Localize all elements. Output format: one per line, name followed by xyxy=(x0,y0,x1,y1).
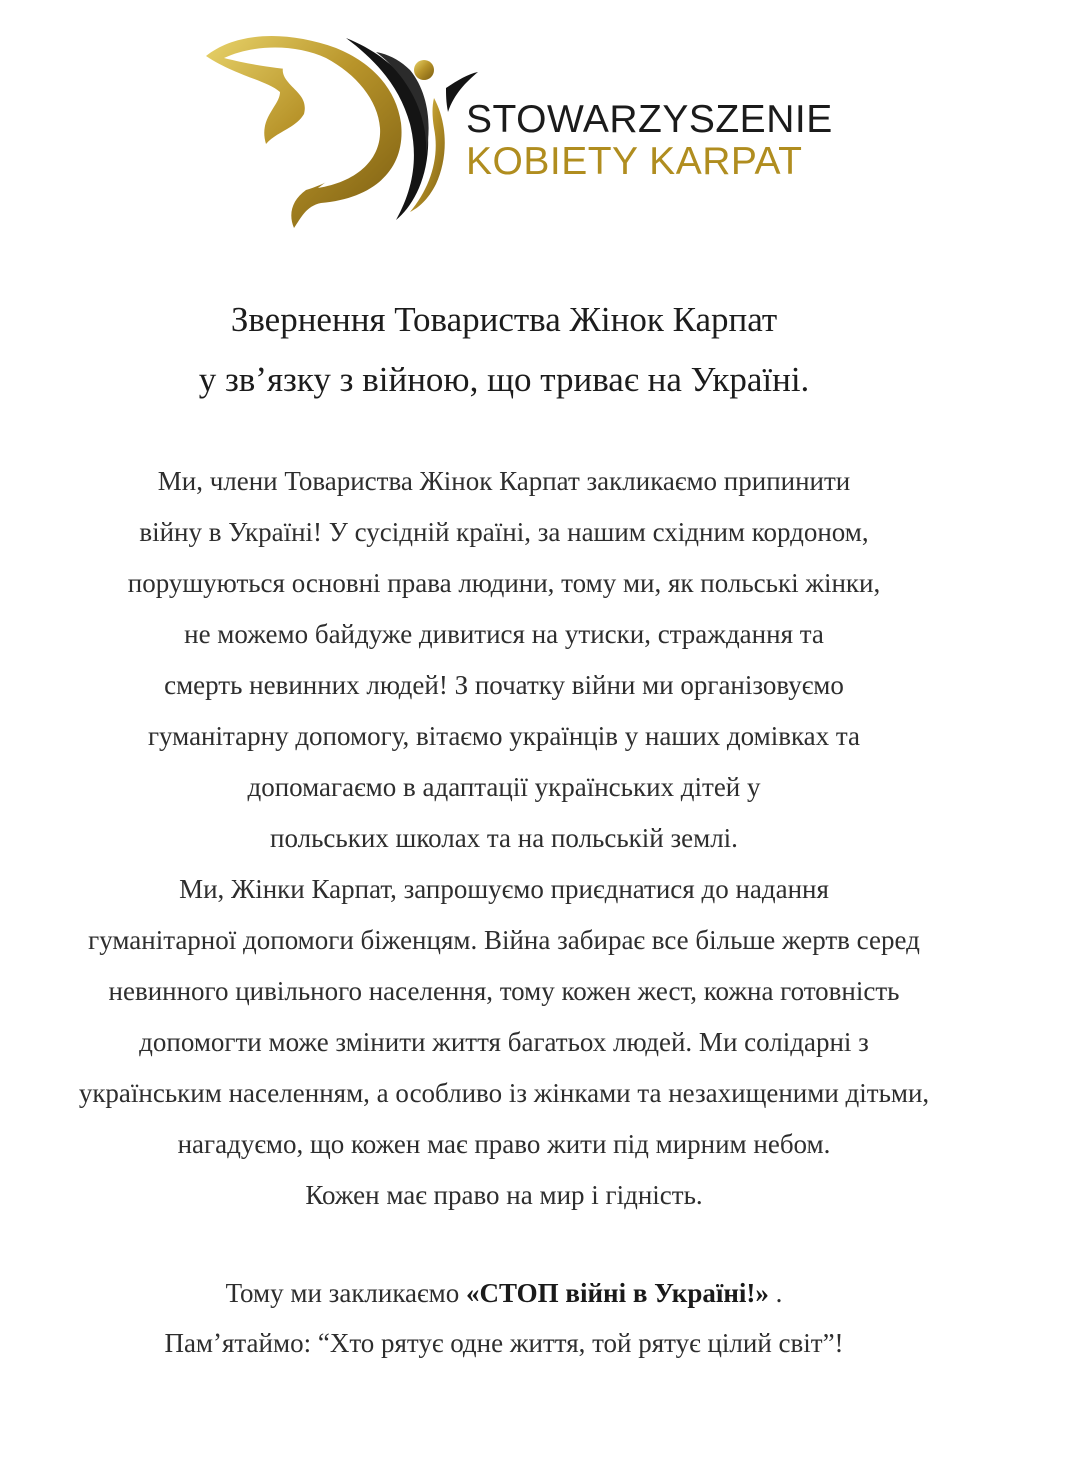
body-line: допомагаємо в адаптації українських дітей у xyxy=(247,772,761,802)
body-line: гуманітарну допомогу, вітаємо українців у наших домівках та xyxy=(147,721,861,751)
logo-wordmark xyxy=(466,100,833,181)
closing-section xyxy=(0,1268,1008,1368)
appeal-body xyxy=(0,456,1008,1221)
body-line: Ми, члени Товариства Жінок Карпат закликаємо припинити xyxy=(157,466,851,496)
body-line: не можемо байдуже дивитися на утиски, страждання та xyxy=(184,619,824,649)
document-title xyxy=(0,290,1008,410)
body-line: допомогти може змінити життя багатьох людей. Ми солідарні з xyxy=(139,1027,869,1057)
closing-quote: Памʼятаймо: “Хто рятує одне життя, той рятує цілий світ”! xyxy=(164,1328,844,1358)
body-line: війну в Україні! У сусідній країні, за нашим східним кордоном, xyxy=(139,517,869,547)
body-line: нагадуємо, що кожен має право жити під мирним небом. xyxy=(177,1129,831,1159)
body-line: Кожен має право на мир і гідність. xyxy=(305,1180,703,1210)
call-suffix: . xyxy=(768,1278,783,1308)
stop-war-call xyxy=(0,1268,1008,1318)
logo-line-1: STOWARZYSZENIE xyxy=(466,98,833,141)
body-line: українським населенням, а особливо із жінками та незахищеними дітьми, xyxy=(78,1078,930,1108)
body-line: гуманітарної допомоги біженцям. Війна забирає все більше жертв серед xyxy=(88,925,920,955)
logo-line-2: KOBIETY KARPAT xyxy=(466,140,803,183)
title-line-2: у звʼязку з війною, що триває на Україні. xyxy=(198,360,810,399)
body-line: порушуються основні права людини, тому ми, як польські жінки, xyxy=(127,568,881,598)
call-slogan: «СТОП війні в Україні!» xyxy=(465,1278,769,1308)
body-line: невинного цивільного населення, тому кожен жест, кожна готовність xyxy=(108,976,900,1006)
call-prefix: Тому ми закликаємо xyxy=(225,1278,466,1308)
body-line: польських школах та на польській землі. xyxy=(270,823,738,853)
body-line: Ми, Жінки Карпат, запрошуємо приєднатися до надання xyxy=(179,874,829,904)
title-line-1: Звернення Товариства Жінок Карпат xyxy=(230,300,778,339)
organization-logo xyxy=(196,28,833,234)
logo-mark-icon xyxy=(196,28,486,234)
body-line: смерть невинних людей! З початку війни ми організовуємо xyxy=(164,670,844,700)
